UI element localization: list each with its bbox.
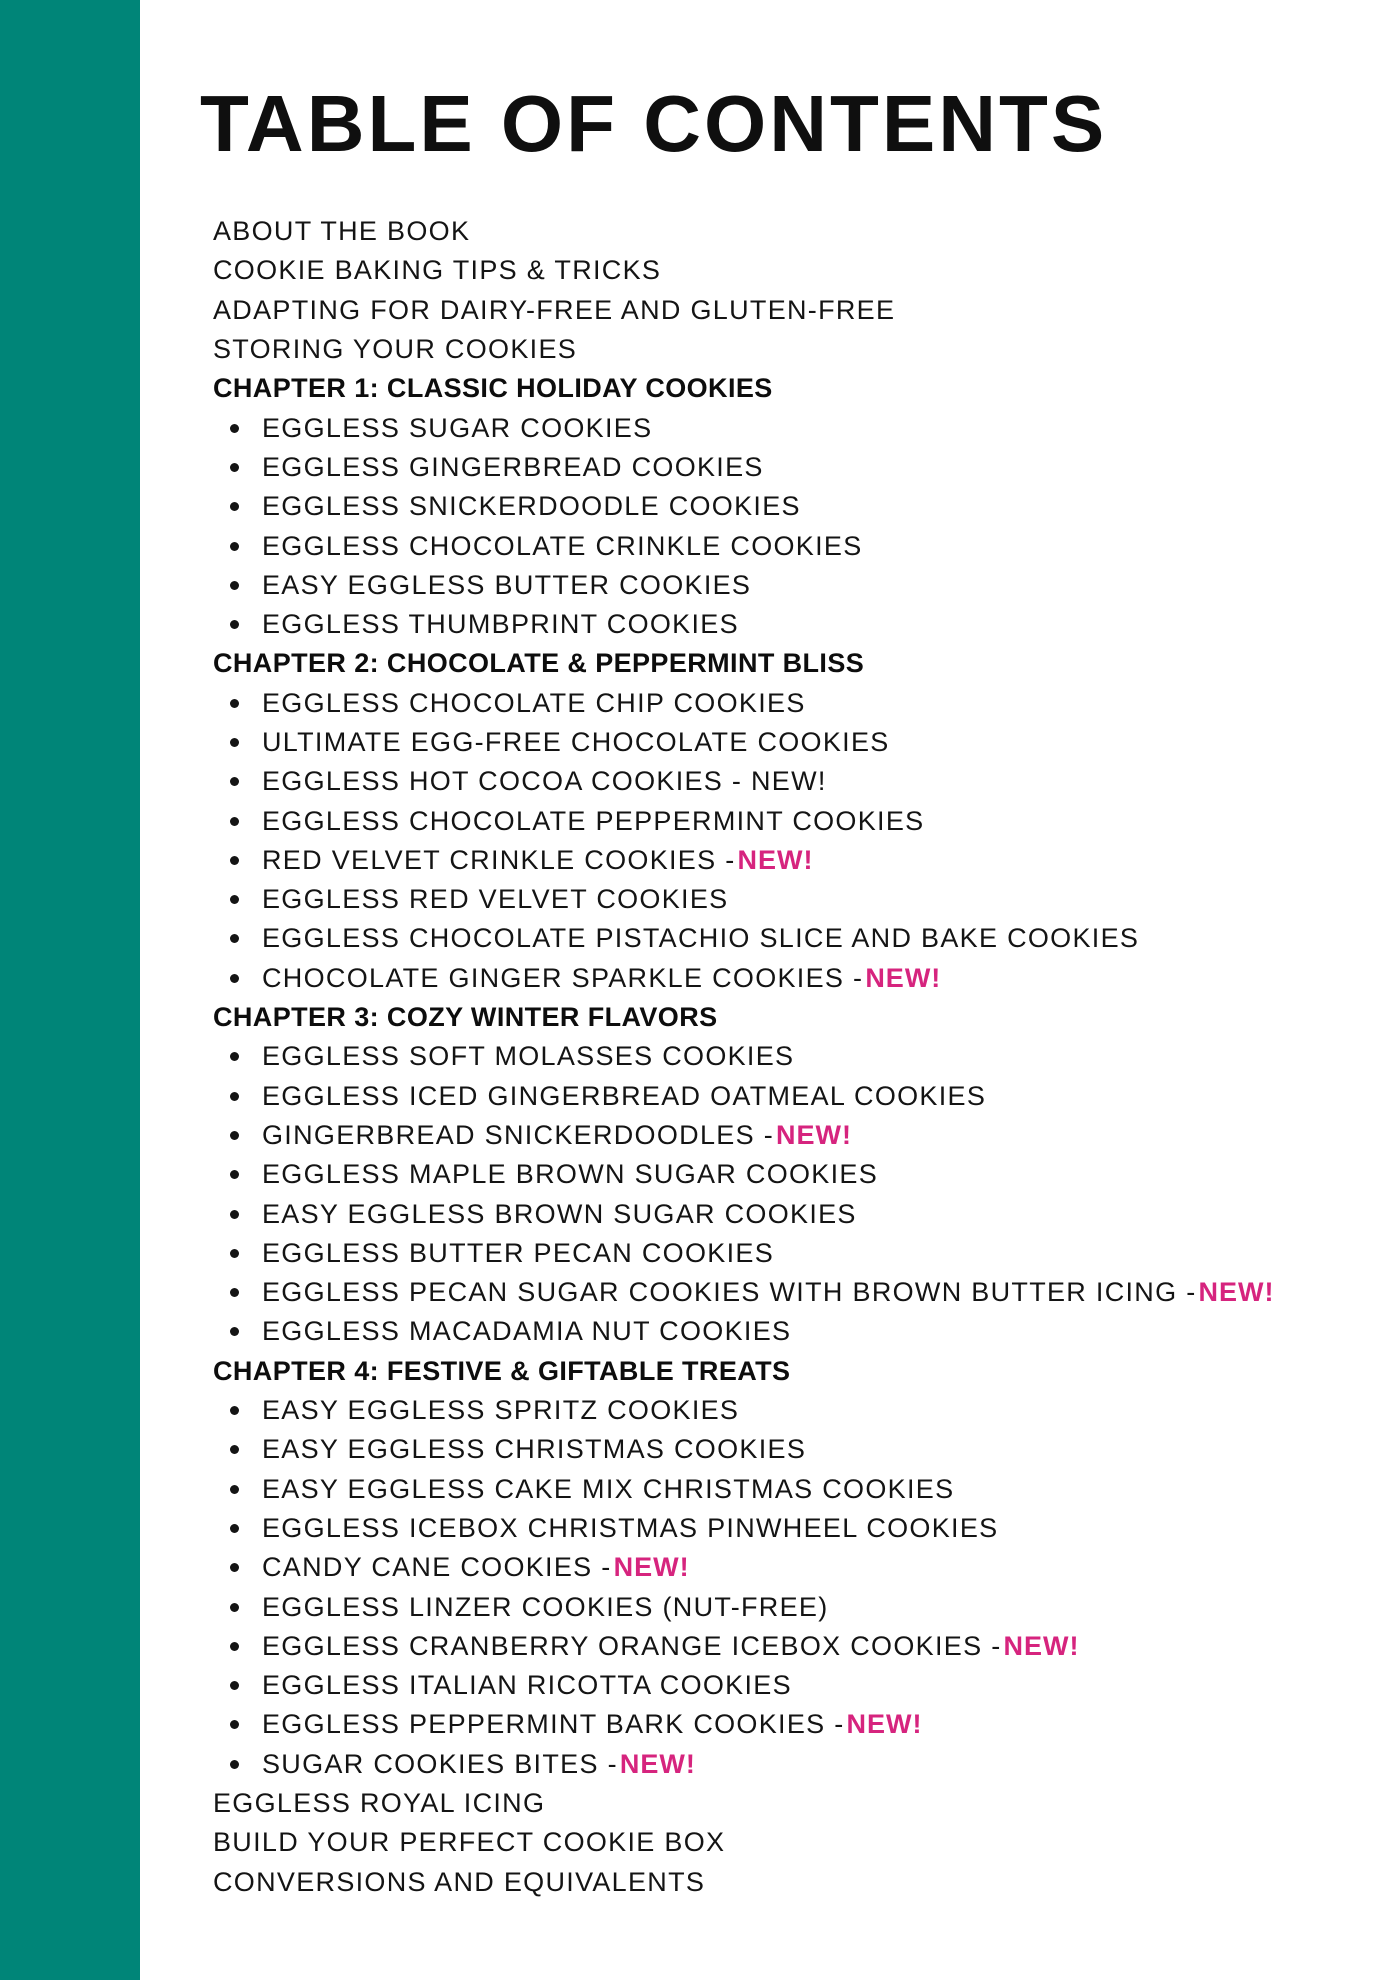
- toc-entry: [213, 1705, 1363, 1744]
- page-content: [200, 79, 1363, 1902]
- bullet-icon: [230, 699, 239, 708]
- toc-entry: [213, 408, 1363, 447]
- toc-entry: [213, 251, 1363, 290]
- bullet-icon: [230, 1406, 239, 1415]
- toc-entry: [213, 880, 1363, 919]
- bullet-icon: [230, 934, 239, 943]
- toc-entry: [213, 1116, 1363, 1155]
- toc-entry-label: EGGLESS SNICKERDOODLE COOKIES: [262, 491, 801, 522]
- toc-entry-label: EGGLESS CHOCOLATE CRINKLE COOKIES: [262, 530, 863, 561]
- toc-entry: [213, 526, 1363, 565]
- toc-entry: [213, 841, 1363, 880]
- bullet-icon: [230, 1445, 239, 1454]
- toc-entry: [213, 801, 1363, 840]
- toc-entry: [213, 291, 1363, 330]
- toc-entry-label: EGGLESS CHOCOLATE PISTACHIO SLICE AND BAKE COOKIES: [262, 923, 1140, 954]
- bullet-icon: [230, 1052, 239, 1061]
- toc-entry-label: EGGLESS ICEBOX CHRISTMAS PINWHEEL COOKIES: [262, 1512, 999, 1543]
- toc-entry-label: EGGLESS PECAN SUGAR COOKIES WITH BROWN BUTTER ICING -: [262, 1277, 1197, 1308]
- toc-entry-label: EASY EGGLESS BROWN SUGAR COOKIES: [262, 1198, 857, 1229]
- toc-entry-label: ABOUT THE BOOK: [213, 216, 471, 247]
- toc-entry: [213, 762, 1363, 801]
- toc-chapter-entry: [213, 998, 1363, 1037]
- bullet-icon: [230, 1210, 239, 1219]
- bullet-icon: [230, 817, 239, 826]
- toc-entry: [213, 1509, 1363, 1548]
- toc-entry: [213, 684, 1363, 723]
- toc-entry-label: EGGLESS SOFT MOLASSES COOKIES: [262, 1041, 795, 1072]
- toc-entry-label: COOKIE BAKING TIPS & TRICKS: [213, 255, 662, 286]
- new-badge: NEW!: [613, 1552, 690, 1583]
- toc-entry: [213, 1194, 1363, 1233]
- toc-entry-label: EGGLESS ITALIAN RICOTTA COOKIES: [262, 1670, 792, 1701]
- toc-entry: [213, 1745, 1363, 1784]
- new-badge: NEW!: [865, 962, 942, 993]
- left-accent-bar: [0, 0, 140, 1980]
- bullet-icon: [230, 1249, 239, 1258]
- toc-entry: [213, 448, 1363, 487]
- toc-entry-label: EASY EGGLESS CHRISTMAS COOKIES: [262, 1434, 807, 1465]
- bullet-icon: [230, 856, 239, 865]
- bullet-icon: [230, 1327, 239, 1336]
- bullet-icon: [230, 502, 239, 511]
- toc-entry: [213, 1155, 1363, 1194]
- toc-entry-label: EGGLESS CRANBERRY ORANGE ICEBOX COOKIES -: [262, 1630, 1002, 1661]
- page-title: TABLE OF CONTENTS: [200, 79, 1108, 168]
- bullet-icon: [230, 738, 239, 747]
- bullet-icon: [230, 463, 239, 472]
- new-badge: NEW!: [846, 1709, 923, 1740]
- toc-chapter-entry: [213, 644, 1363, 683]
- new-badge: NEW!: [619, 1748, 696, 1779]
- toc-entry-label: RED VELVET CRINKLE COOKIES -: [262, 844, 736, 875]
- toc-entry-label: EGGLESS CHOCOLATE CHIP COOKIES: [262, 687, 806, 718]
- bullet-icon: [230, 542, 239, 551]
- bullet-icon: [230, 1563, 239, 1572]
- toc-entry: [213, 1037, 1363, 1076]
- new-badge: NEW!: [776, 1119, 852, 1150]
- bullet-icon: [230, 1524, 239, 1533]
- toc-entry: [213, 1666, 1363, 1705]
- toc-entry-label: CHAPTER 4: FESTIVE & GIFTABLE TREATS: [213, 1355, 791, 1386]
- toc-entry-label: CONVERSIONS AND EQUIVALENTS: [213, 1866, 706, 1897]
- toc-entry-label: EGGLESS SUGAR COOKIES: [262, 412, 653, 443]
- toc-list: [213, 212, 1363, 1902]
- toc-entry: [213, 1862, 1363, 1901]
- toc-chapter-entry: [213, 369, 1363, 408]
- bullet-icon: [230, 581, 239, 590]
- toc-entry-label: EGGLESS THUMBPRINT COOKIES: [262, 609, 739, 640]
- toc-entry: [213, 1627, 1363, 1666]
- toc-entry-label: CHAPTER 3: COZY WINTER FLAVORS: [213, 1002, 718, 1033]
- bullet-icon: [230, 1170, 239, 1179]
- bullet-icon: [230, 424, 239, 433]
- bullet-icon: [230, 974, 239, 983]
- toc-entry: [213, 330, 1363, 369]
- bullet-icon: [230, 1642, 239, 1651]
- toc-entry: [213, 1587, 1363, 1626]
- toc-entry-label: EASY EGGLESS SPRITZ COOKIES: [262, 1395, 740, 1426]
- bullet-icon: [230, 1485, 239, 1494]
- bullet-icon: [230, 1681, 239, 1690]
- bullet-icon: [230, 1760, 239, 1769]
- toc-entry-label: EASY EGGLESS BUTTER COOKIES: [262, 569, 752, 600]
- toc-entry-label: EGGLESS CHOCOLATE PEPPERMINT COOKIES: [262, 805, 925, 836]
- toc-entry-label: EGGLESS GINGERBREAD COOKIES: [262, 451, 764, 482]
- toc-chapter-entry: [213, 1352, 1363, 1391]
- toc-entry-label: CHAPTER 2: CHOCOLATE & PEPPERMINT BLISS: [213, 648, 865, 679]
- toc-entry-label: EGGLESS LINZER COOKIES (NUT-FREE): [262, 1591, 829, 1622]
- toc-entry: [213, 959, 1363, 998]
- toc-entry: [213, 605, 1363, 644]
- toc-entry-label: EGGLESS RED VELVET COOKIES: [262, 884, 729, 915]
- new-badge: NEW!: [1198, 1277, 1275, 1308]
- bullet-icon: [230, 777, 239, 786]
- bullet-icon: [230, 1092, 239, 1101]
- toc-entry-label: EGGLESS ICED GINGERBREAD OATMEAL COOKIES: [262, 1080, 987, 1111]
- toc-entry-label: EGGLESS ROYAL ICING: [213, 1788, 546, 1819]
- toc-entry-label: SUGAR COOKIES BITES -: [262, 1748, 618, 1779]
- toc-entry: [213, 566, 1363, 605]
- toc-entry-label: GINGERBREAD SNICKERDOODLES -: [262, 1119, 774, 1150]
- toc-entry: [213, 212, 1363, 251]
- toc-entry: [213, 723, 1363, 762]
- toc-entry-label: CANDY CANE COOKIES -: [262, 1552, 612, 1583]
- toc-entry-label: CHOCOLATE GINGER SPARKLE COOKIES -: [262, 962, 864, 993]
- bullet-icon: [230, 620, 239, 629]
- toc-entry: [213, 1548, 1363, 1587]
- toc-entry-label: EGGLESS PEPPERMINT BARK COOKIES -: [262, 1709, 845, 1740]
- toc-entry: [213, 1273, 1363, 1312]
- toc-entry: [213, 919, 1363, 958]
- bullet-icon: [230, 1131, 239, 1140]
- toc-entry-label: EGGLESS MAPLE BROWN SUGAR COOKIES: [262, 1159, 879, 1190]
- toc-entry: [213, 487, 1363, 526]
- bullet-icon: [230, 1603, 239, 1612]
- new-badge: NEW!: [737, 844, 814, 875]
- toc-entry-label: CHAPTER 1: CLASSIC HOLIDAY COOKIES: [213, 373, 773, 404]
- toc-entry-label: EASY EGGLESS CAKE MIX CHRISTMAS COOKIES: [262, 1473, 955, 1504]
- bullet-icon: [230, 1288, 239, 1297]
- toc-entry-label: EGGLESS BUTTER PECAN COOKIES: [262, 1237, 775, 1268]
- toc-entry-label: EGGLESS HOT COCOA COOKIES - NEW!: [262, 766, 827, 797]
- toc-entry: [213, 1430, 1363, 1469]
- toc-entry-label: BUILD YOUR PERFECT COOKIE BOX: [213, 1827, 726, 1858]
- toc-entry: [213, 1784, 1363, 1823]
- toc-entry: [213, 1823, 1363, 1862]
- new-badge: NEW!: [1003, 1630, 1080, 1661]
- toc-entry-label: STORING YOUR COOKIES: [213, 334, 578, 365]
- toc-entry: [213, 1077, 1363, 1116]
- toc-entry: [213, 1391, 1363, 1430]
- toc-entry-label: EGGLESS MACADAMIA NUT COOKIES: [262, 1316, 792, 1347]
- toc-entry: [213, 1312, 1363, 1351]
- bullet-icon: [230, 895, 239, 904]
- toc-entry: [213, 1470, 1363, 1509]
- toc-entry-label: ULTIMATE EGG-FREE CHOCOLATE COOKIES: [262, 727, 890, 757]
- bullet-icon: [230, 1720, 239, 1729]
- toc-entry: [213, 1234, 1363, 1273]
- toc-entry-label: ADAPTING FOR DAIRY-FREE AND GLUTEN-FREE: [213, 294, 896, 325]
